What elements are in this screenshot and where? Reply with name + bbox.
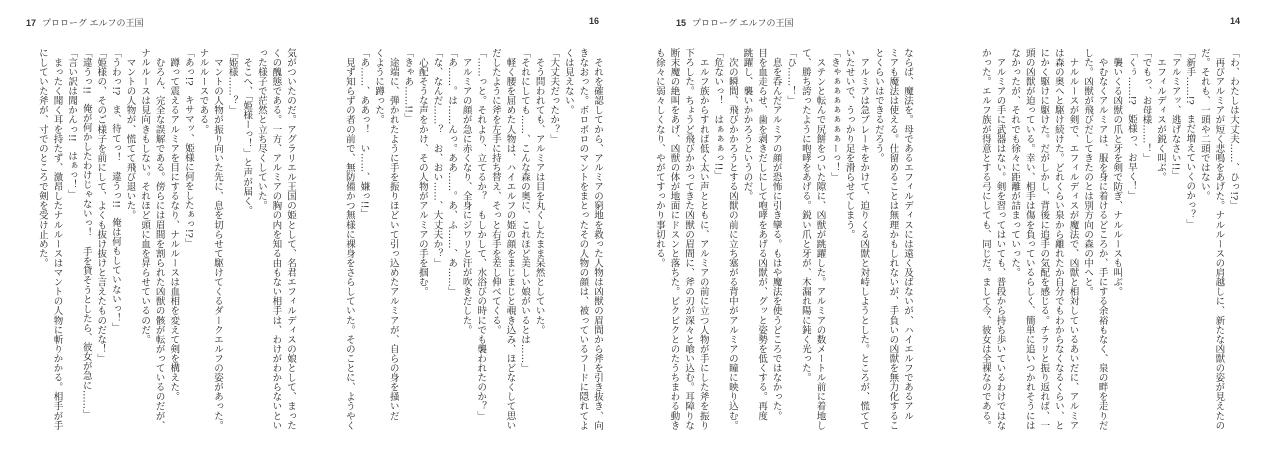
text-line: 気がついたのだ。アグラリエル王国の姫として、名君エフィルディスの娘として、まった	[285, 48, 296, 430]
text-line: 下ろした。ちょうど飛びかかってきた凶獣の眉間に、斧の刃が深々と喰い込む。耳障りな	[683, 48, 695, 430]
page-17-body	[34, 48, 297, 430]
text-line: 心配そうな声をかけ、その人物がアルミアの手を掴む。	[416, 48, 428, 297]
text-line: ナルルースである。	[197, 48, 209, 134]
text-line: 「でもっ、お母様……！」	[1140, 48, 1152, 163]
text-line: きなおった。ボロボロのマントをまとったその人物の顔は、被っているフードに隠れてよ	[577, 48, 589, 430]
text-line: ならば、魔法を。母であるエフィルディスには遠く及ばないが、ハイエルフであるアル	[902, 48, 913, 421]
text-line: やむなくアルミアは、服を身に着けるどころか、手にする余裕もなく、泉の畔を走りだ	[1096, 48, 1108, 430]
text-line: くは見えない。	[562, 48, 574, 115]
text-line: 「姫様……？」	[226, 48, 238, 115]
page-header-17	[26, 16, 144, 29]
text-line: なかったが、それでも徐々に距離が詰まっていった。	[1009, 48, 1021, 278]
text-line: エルフ族からすれば低く太い声とともに、アルミアの前に立つ人物が手にした斧を振り	[697, 48, 709, 430]
page-number: 15	[676, 18, 687, 28]
text-line: エフィルディスが鋭く叫ぶ。	[1155, 48, 1167, 182]
page-number: 17	[26, 18, 37, 28]
text-line: 「新手……!? まだ増えていくのかっ？」	[1184, 48, 1196, 229]
text-line: 「違うっ!! 俺が何かしたわけじゃないっ！ 手を貸そうとしたら、彼女が急に……」	[80, 48, 92, 419]
text-line: ナルルースが剣で、エフィルディスが魔法で、凶獣と相対しているあいだに、アルミア	[1067, 48, 1079, 430]
text-line: ミアも魔法は使える。仕留めることは無理かもしれないが、手負いの凶獣を無力化するこ	[887, 48, 899, 430]
text-line: マントの人物が振り向いた先に、息を切らせて駆けてくるダークエルフの姿があった。	[212, 48, 224, 430]
text-line: 「うわっ!? ま、待てっ！ 違うっ!! 俺は何もしていないっ！」	[109, 48, 121, 333]
text-line: も徐々に弱々しくなり、やがてすっかり事切れる。	[653, 48, 665, 268]
text-line: くように蹲った。	[373, 48, 385, 125]
text-line: そこへ、「姫様ーっ！」と声が届く。	[241, 48, 253, 216]
text-line: 頭の凶獣が迫っている。幸い、相手は傷を負っているらしく、簡単に追いつかれそうには	[1023, 48, 1035, 430]
text-line: にかく駆けに駆けた。だがしかし、背後に追手の気配を感じる。チラリと振り返れば、一	[1038, 48, 1050, 430]
text-line: 「大丈夫だったか？」	[548, 48, 560, 144]
text-line: 「わ、わたしは大丈夫……、ひっ!?」	[1228, 48, 1239, 210]
page-14-body	[977, 48, 1240, 430]
text-line: した。凶獣が飛びだしてきたのとは別方向の森の中へと。	[1082, 48, 1094, 297]
text-line: 「な、なんだ……？ お、おい……、大丈夫か？」	[431, 48, 443, 268]
text-line: くの醜態である。一方、アルミアの胸の内を知る由もない相手は、わけがわからないとい	[270, 48, 282, 430]
text-line: ステンと転んで尻餅をついた隙に、凶獣が跳躍した。アルミアの数メートル前に着地し	[814, 48, 826, 430]
text-line: 再びアルミアが短く悲鳴をあげた。ナルルースの肩越しに、新たな凶獣の姿が見えたの	[1213, 48, 1225, 430]
page-header-15	[676, 16, 794, 29]
text-line: 軽く腰を屈めた人物は、ハイエルフの姫の顔をまじまじと覗き込み、ほどなくして思い	[504, 48, 516, 430]
text-line: 「危ないっ！ はぁぁぁっ!!」	[712, 48, 724, 180]
text-line: 「アルミアッ、逃げなさい!!」	[1169, 48, 1181, 180]
text-line: 途端に、弾かれたように手を振りほどいて引っ込めたアルミアが、自らの身を掻いだ	[387, 48, 399, 421]
text-line: かった。エルフ族が得意とする弓にしても、同じだ。まして今、彼女は全裸なのである。	[979, 48, 991, 430]
text-line: 跳躍し、襲いかかろうというのだ。	[741, 48, 753, 201]
text-line: 息を呑んだアルミアの顔が恐怖に引き攣る。もはや魔法を使うどころではなかった。	[770, 48, 782, 421]
text-line: とくらいはできるだろう。	[872, 48, 884, 163]
text-line: 断末魔の絶叫をあげ、凶獣の体が地面にドスンと落ちた。ビクビクとのたうちまわる動き	[668, 48, 680, 430]
text-line: 「言い訳は聞かんっ!! はぁっ！」	[66, 48, 78, 199]
text-line: った様子で茫然と立ち尽くしていた。	[255, 48, 267, 211]
text-line: だ。それも、一頭や二頭ではない。	[1198, 48, 1210, 201]
text-line: アルミアの顔が急に赤くなり、全身にジワリと汗が吹きだした。	[460, 48, 472, 335]
running-title: プロローグ エルフの王国	[692, 18, 794, 28]
text-line: そう問われても、アルミアは目を丸くしたまま呆然としていた。	[533, 48, 545, 335]
text-line: 「ひ……！」	[785, 48, 797, 106]
page-16-body	[341, 48, 604, 430]
text-line: アルミアは急ブレーキをかけて、迫りくる凶獣と対峙しようとした。ところが、慌てて	[858, 48, 870, 430]
text-line: いたせいで、うっかり足を滑らせてしまう。	[843, 48, 855, 239]
text-line: 「それにしても……、こんな森の奥に、これほど美しい娘がいるとは……」	[519, 48, 531, 373]
page-15-body	[651, 48, 914, 430]
running-title: プロローグ エルフの王国	[42, 18, 144, 28]
text-line: ナルルースは見向きもしない。それほど頭に血を昇らせているのだ。	[139, 48, 151, 345]
text-line: だしたように斧を左手に持ち替え、そっと右手を差し伸べてくる。	[489, 48, 501, 335]
page-header-16	[589, 16, 605, 26]
text-line: 「くぅ……!? 姫様っ、お早く！」	[1125, 48, 1137, 201]
text-line: は森の奥へと駆け続けた。どれくらい泉から離れたか自分でもわからなくなるくらい、と	[1052, 48, 1064, 430]
text-line: マントの人物が、慌てて飛び退いた。	[124, 48, 136, 220]
text-line: にしていた斧が、寸でのところで剣を受け止めた。	[36, 48, 48, 268]
text-line: て、勝ち誇ったように咆哮をあげる。鋭い爪と牙が、木漏れ陽に鈍く光った。	[799, 48, 811, 383]
text-line: それを確認してから、アルミアの窮地を救った人物は凶獣の眉間から斧を引き抜き、向	[592, 48, 603, 430]
page-header-14	[1230, 16, 1246, 26]
text-line: 襲いくる凶獣の爪と牙を剣で防ぎ、ナルルースも叫ぶ。	[1111, 48, 1123, 297]
page-number: 16	[588, 16, 599, 26]
text-line: アルミアの手に武器はない。剣を習ってはいても、普段から持ち歩いているわけではな	[994, 48, 1006, 430]
text-line: 「きゃあ……!!」	[402, 48, 414, 123]
text-line: むろん、完全な誤解である。傍らには眉間を割られた凶獣の骸が転がっているのだが、	[153, 48, 165, 430]
text-line: 「あ……、ああっ！ い……、嫌っ!!」	[358, 48, 370, 219]
text-line: 見ず知らずの者の前で、無防備かつ無様に裸身をさらしていた。そのことに、ようやく	[343, 48, 355, 430]
text-line: 「姫様の、そのご様子を前にして、よくも抜け抜けと言えたものだな！」	[95, 48, 107, 364]
text-line: 蹲って震えるアルミアを目にするなり、ナルルースは血相を変えて剣を構えた。	[168, 48, 180, 402]
text-line: 「あっ!? キサマッ、姫様に何をしたぁっ!?」	[182, 48, 194, 248]
text-line: 次の瞬間、飛びかかろうとする凶獣の前に立ち塞がる背中がアルミアの瞳に映り込む。	[726, 48, 738, 430]
text-line: 「きゃぁぁぁぁぁぁぁーっ！」	[829, 48, 841, 182]
page-number: 14	[1229, 16, 1240, 26]
text-line: 「あ……。は……んっ。ああ……。あ、ふ……、あ……」	[446, 48, 458, 297]
text-line: 目を血走らせ、歯を剥きだしにして咆哮をあげる凶獣が、グッと姿勢を低くする。再度	[756, 48, 768, 421]
text-line: まったく聞く耳を持たず、激昂したナルルースはマントの人物に斬りかかる。相手が手	[51, 48, 63, 430]
text-line: 「……っと。それより、立てるか？ もしかして、水浴びの時にでも襲われたのか？」	[475, 48, 487, 421]
